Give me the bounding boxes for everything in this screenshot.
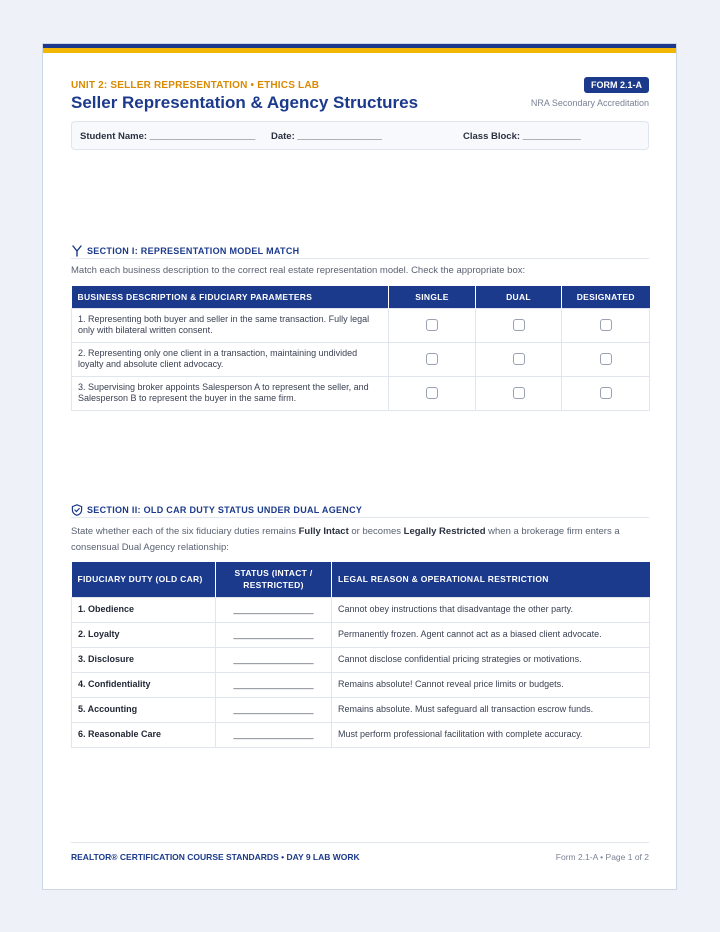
accreditation-label: NRA Secondary Accreditation <box>530 98 649 108</box>
table-header-row <box>72 562 650 597</box>
single-checkbox[interactable] <box>426 353 438 365</box>
status-blank[interactable]: ________________ <box>216 722 332 747</box>
duty-cell: 5. Accounting <box>72 697 216 722</box>
single-checkbox[interactable] <box>426 387 438 399</box>
table-row <box>72 308 650 342</box>
description-cell: 3. Supervising broker appoints Salesperson A to represent the seller, and Salesperson B to represent the buyer in the same firm. <box>72 376 389 410</box>
form-badge: FORM 2.1-A <box>584 77 649 93</box>
fiduciary-duty-table <box>71 562 650 748</box>
column-header: BUSINESS DESCRIPTION & FIDUCIARY PARAMETERS <box>72 286 389 308</box>
single-checkbox[interactable] <box>426 319 438 331</box>
table-row <box>72 722 650 747</box>
instruction-text: State whether each of the six fiduciary duties remains <box>71 526 299 537</box>
footer-left: REALTOR® CERTIFICATION COURSE STANDARDS • DAY 9 LAB WORK <box>71 852 360 862</box>
table-row <box>72 672 650 697</box>
instruction-text: when a brokerage firm enters a consensual Dual Agency relationship: <box>71 526 620 553</box>
section2-instruction <box>71 524 649 556</box>
reason-cell: Cannot obey instructions that disadvantage the other party. <box>332 597 650 622</box>
page-number: Form 2.1-A • Page 1 of 2 <box>555 852 649 862</box>
table-row <box>72 697 650 722</box>
section2-heading: SECTION II: OLD CAR DUTY STATUS UNDER DUAL AGENCY <box>87 505 363 515</box>
section2-header <box>71 504 649 518</box>
table-header-row <box>72 286 650 308</box>
duty-cell: 4. Confidentiality <box>72 672 216 697</box>
fork-icon <box>71 245 83 257</box>
page-title: Seller Representation & Agency Structures <box>71 93 419 112</box>
column-header: DESIGNATED <box>562 286 650 308</box>
reason-cell: Permanently frozen. Agent cannot act as a biased client advocate. <box>332 622 650 647</box>
dual-checkbox[interactable] <box>513 387 525 399</box>
column-header: SINGLE <box>389 286 476 308</box>
student-info-box <box>71 121 649 150</box>
dual-checkbox[interactable] <box>513 319 525 331</box>
page-footer <box>71 842 649 868</box>
status-blank[interactable]: ________________ <box>216 597 332 622</box>
table-row <box>72 647 650 672</box>
duty-cell: 2. Loyalty <box>72 622 216 647</box>
top-gold-bar <box>43 48 676 53</box>
duty-cell: 1. Obedience <box>72 597 216 622</box>
student-name-field[interactable]: Student Name: ____________________ <box>80 131 256 142</box>
date-field[interactable]: Date: ________________ <box>271 131 382 142</box>
reason-cell: Cannot disclose confidential pricing strategies or motivations. <box>332 647 650 672</box>
status-blank[interactable]: ________________ <box>216 697 332 722</box>
section1-heading: SECTION I: REPRESENTATION MODEL MATCH <box>87 246 300 256</box>
section1-header <box>71 245 649 259</box>
duty-cell: 3. Disclosure <box>72 647 216 672</box>
reason-cell: Must perform professional facilitation with complete accuracy. <box>332 722 650 747</box>
table-row <box>72 342 650 376</box>
designated-checkbox[interactable] <box>600 319 612 331</box>
description-cell: 2. Representing only one client in a transaction, maintaining undivided loyalty and absolute client advocacy. <box>72 342 389 376</box>
table-row <box>72 376 650 410</box>
table-row <box>72 597 650 622</box>
instruction-emphasis: Legally Restricted <box>403 526 486 537</box>
status-blank[interactable]: ________________ <box>216 672 332 697</box>
description-cell: 1. Representing both buyer and seller in the same transaction. Fully legal only with bilateral written consent. <box>72 308 389 342</box>
column-header: FIDUCIARY DUTY (OLD CAR) <box>72 562 216 597</box>
instruction-text: or becomes <box>348 526 404 537</box>
model-match-table <box>71 286 650 411</box>
duty-cell: 6. Reasonable Care <box>72 722 216 747</box>
dual-checkbox[interactable] <box>513 353 525 365</box>
table-row <box>72 622 650 647</box>
status-blank[interactable]: ________________ <box>216 622 332 647</box>
reason-cell: Remains absolute! Cannot reveal price limits or budgets. <box>332 672 650 697</box>
reason-cell: Remains absolute. Must safeguard all transaction escrow funds. <box>332 697 650 722</box>
column-header: LEGAL REASON & OPERATIONAL RESTRICTION <box>332 562 650 597</box>
section1-instruction: Match each business description to the correct real estate representation model. Check the appropriate box: <box>71 265 526 276</box>
class-block-field[interactable]: Class Block: ___________ <box>463 131 581 142</box>
column-header: DUAL <box>476 286 562 308</box>
designated-checkbox[interactable] <box>600 353 612 365</box>
instruction-emphasis: Fully Intact <box>298 526 349 537</box>
column-header: STATUS (INTACT / RESTRICTED) <box>216 562 332 597</box>
status-blank[interactable]: ________________ <box>216 647 332 672</box>
worksheet-page <box>42 43 677 890</box>
designated-checkbox[interactable] <box>600 387 612 399</box>
shield-check-icon <box>71 504 83 516</box>
unit-label: UNIT 2: SELLER REPRESENTATION • ETHICS LAB <box>71 80 320 91</box>
